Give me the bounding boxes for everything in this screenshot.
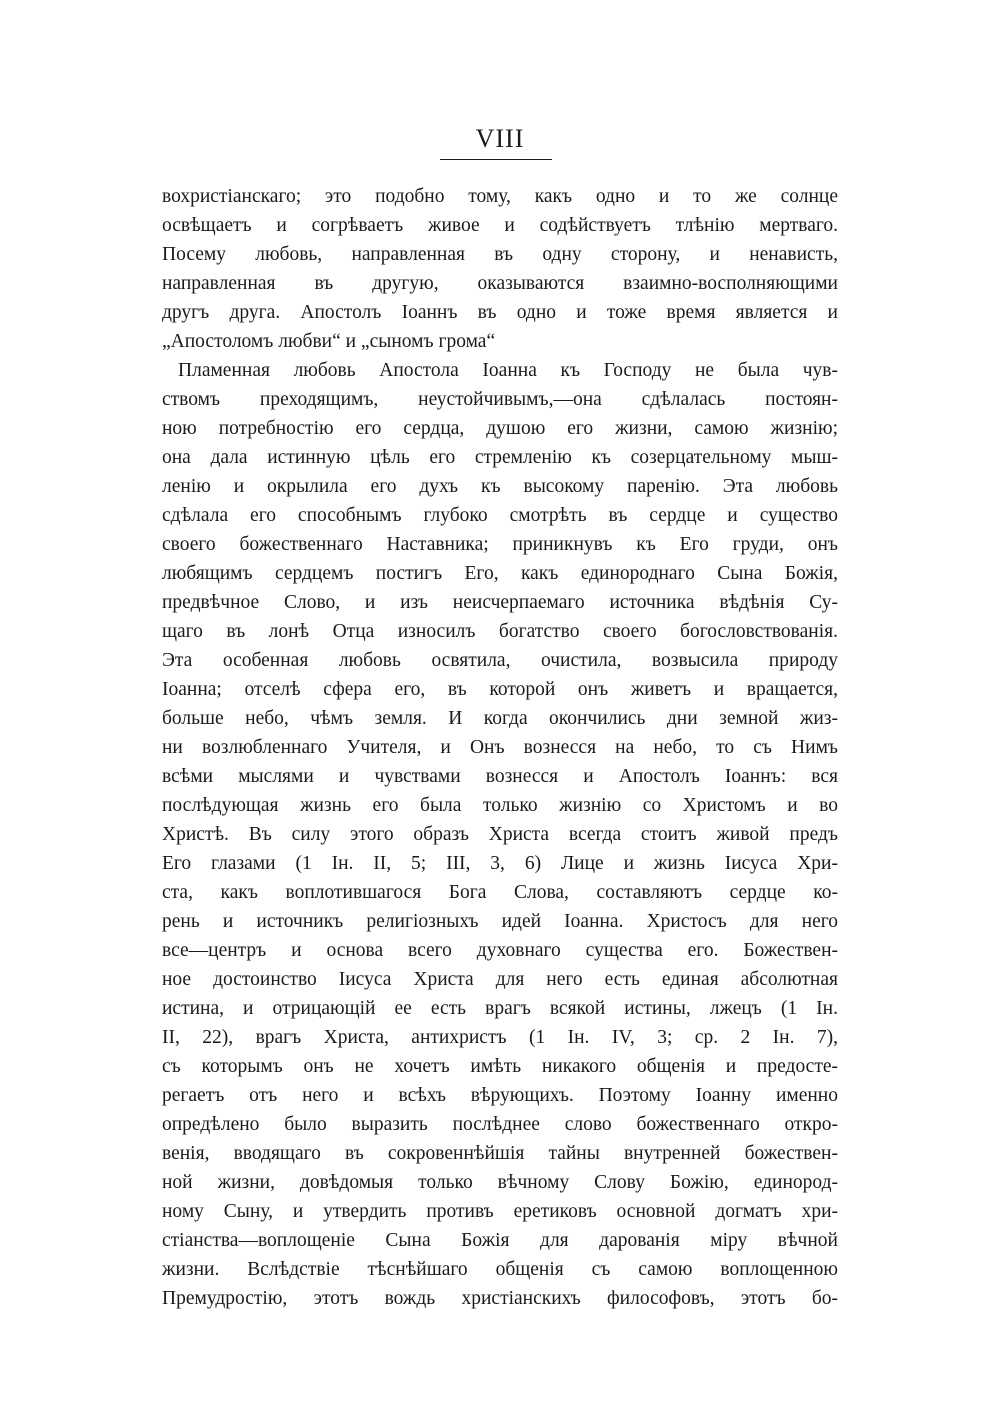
text-line: ни возлюбленнаго Учителя, и Онъ вознесся на небо, то съ Нимъ — [162, 737, 838, 758]
text-line: другъ друга. Апостолъ Іоаннъ въ одно и тоже время является и — [162, 302, 838, 323]
page-number: VIII — [475, 124, 525, 153]
text-line: освѣщаетъ и согрѣваетъ живое и содѣйствуетъ тлѣнію мертваго. — [162, 215, 838, 236]
text-line: сдѣлала его способнымъ глубоко смотрѣть въ сердце и существо — [162, 505, 838, 526]
text-line: ленію и окрылила его духъ къ высокому паренію. Эта любовь — [162, 476, 838, 497]
text-line: ное достоинство Іисуса Христа для него есть единая абсолютная — [162, 969, 838, 990]
text-line: она дала истинную цѣль его стремленію къ созерцательному мыш- — [162, 447, 838, 468]
text-line: Іоанна; отселѣ сфера его, въ которой онъ живетъ и вращается, — [162, 679, 838, 700]
text-line: направленная въ другую, оказываются взаимно-восполняющими — [162, 273, 838, 294]
text-line: всѣми мыслями и чувствами вознесся и Апостолъ Іоаннъ: вся — [162, 766, 838, 787]
text-line: больше небо, чѣмъ земля. И когда окончились дни земной жиз- — [162, 708, 838, 729]
text-line: II, 22), врагъ Христа, антихристъ (1 Ін. IV, 3; ср. 2 Ін. 7), — [162, 1027, 838, 1048]
text-line: все—центръ и основа всего духовнаго существа его. Божествен- — [162, 940, 838, 961]
text-line: Посему любовь, направленная въ одну сторону, и ненависть, — [162, 244, 838, 265]
text-line: ной жизни, довѣдомыя только вѣчному Слову Божію, единород- — [162, 1172, 838, 1193]
header-rule — [440, 159, 552, 160]
text-line: послѣдующая жизнь его была только жизнію со Христомъ и во — [162, 795, 838, 816]
text-line: Пламенная любовь Апостола Іоанна къ Господу не была чув- — [178, 360, 838, 381]
text-line: стіанства—воплощеніе Сына Божія для дарованія міру вѣчной — [162, 1230, 838, 1251]
text-line: своего божественнаго Наставника; приникнувъ къ Его груди, онъ — [162, 534, 838, 555]
paragraph — [162, 356, 838, 1313]
text-line: щаго въ лонѣ Отца износилъ богатство своего богословствованія. — [162, 621, 838, 642]
text-line: рень и источникъ религіозныхъ идей Іоанна. Христосъ для него — [162, 911, 838, 932]
text-line: съ которымъ онъ не хочетъ имѣть никакого общенія и предосте- — [162, 1056, 838, 1077]
text-line: „Апостоломъ любви“ и „сыномъ грома“ — [162, 331, 496, 352]
paragraph — [162, 182, 838, 356]
text-line: регаетъ отъ него и всѣхъ вѣрующихъ. Поэтому Іоанну именно — [162, 1085, 838, 1106]
text-line: вохристіанскаго; это подобно тому, какъ одно и то же солнце — [162, 186, 838, 207]
text-line: ною потребностію его сердца, душою его жизни, самою жизнію; — [162, 418, 838, 439]
text-line: истина, и отрицающій ее есть врагъ всякой истины, лжецъ (1 Ін. — [162, 998, 838, 1019]
body-text — [162, 182, 838, 1313]
text-line: Христѣ. Въ силу этого образъ Христа всегда стоитъ живой предъ — [162, 824, 838, 845]
text-line: Премудростію, этотъ вождь христіанскихъ философовъ, этотъ бо- — [162, 1288, 838, 1309]
text-line: опредѣлено было выразить послѣднее слово божественнаго откро- — [162, 1114, 838, 1135]
text-line: ста, какъ воплотившагося Бога Слова, составляютъ сердце ко- — [162, 882, 838, 903]
text-line: ствомъ преходящимъ, неустойчивымъ,—она сдѣлалась постоян- — [162, 389, 838, 410]
text-line: жизни. Вслѣдствіе тѣснѣйшаго общенія съ самою воплощенною — [162, 1259, 838, 1280]
text-line: венія, вводящаго въ сокровеннѣйшія тайны внутренней божествен- — [162, 1143, 838, 1164]
text-line: ному Сыну, и утвердить противъ еретиковъ основной догматъ хри- — [162, 1201, 838, 1222]
text-line: Эта особенная любовь освятила, очистила, возвысила природу — [162, 650, 838, 671]
text-line: предвѣчное Слово, и изъ неисчерпаемаго источника вѣдѣнія Су- — [162, 592, 838, 613]
text-line: любящимъ сердцемъ постигъ Его, какъ единороднаго Сына Божія, — [162, 563, 838, 584]
text-line: Его глазами (1 Ін. II, 5; III, 3, 6) Лице и жизнь Іисуса Хри- — [162, 853, 838, 874]
